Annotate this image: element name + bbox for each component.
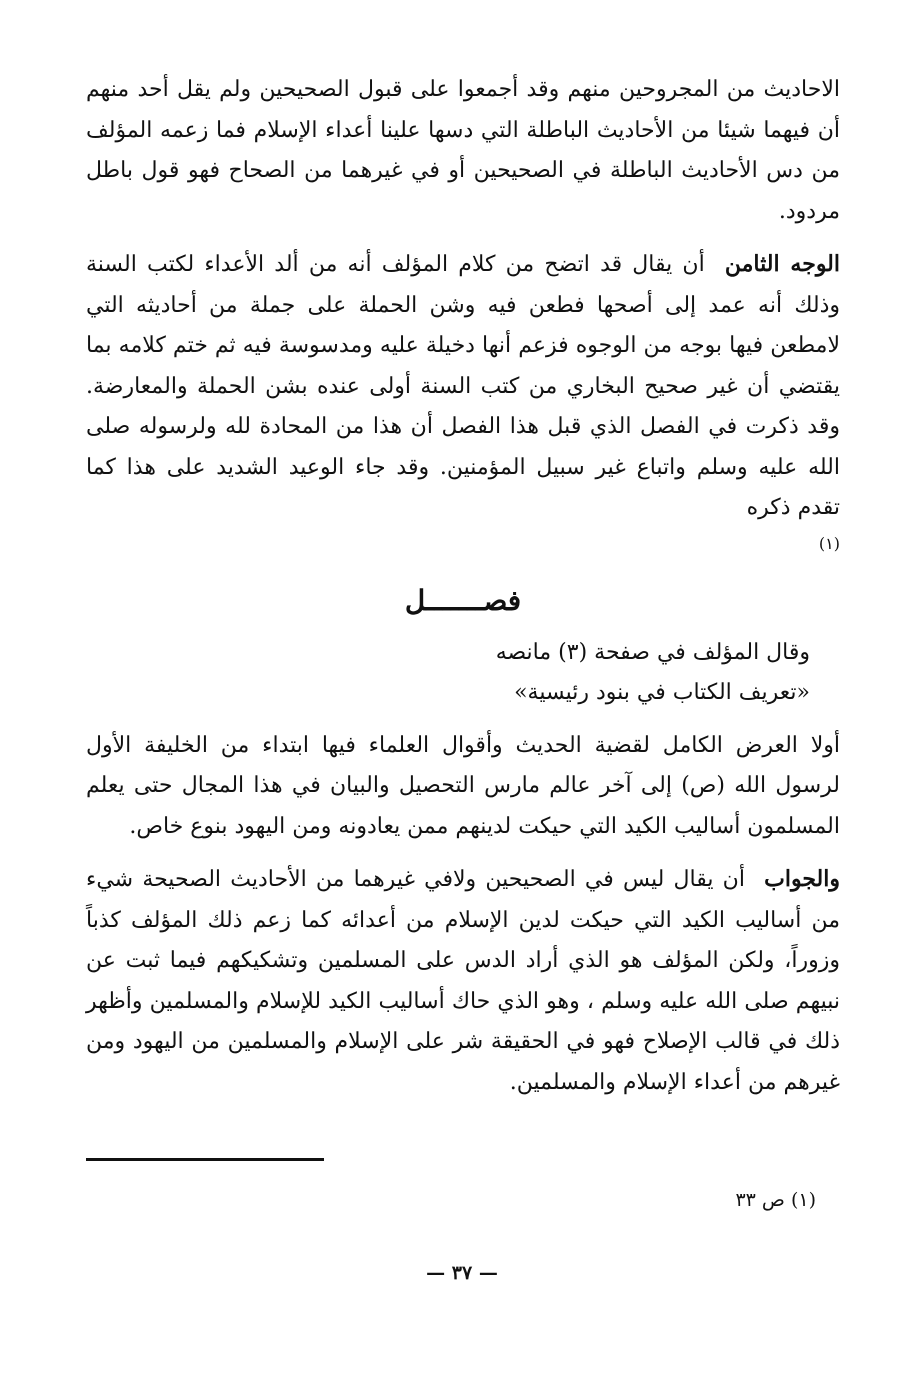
footnote-divider	[86, 1158, 324, 1161]
quote-intro: وقال المؤلف في صفحة (٣) مانصه	[495, 639, 810, 665]
paragraph-4	[86, 859, 840, 1103]
section-title: فصـــــــل	[404, 583, 522, 617]
paragraph-4-text: أن يقال ليس في الصحيحين ولافي غيرهما من الأحاديث الصحيحة شيء من أساليب الكيد التي حيكت لدين الإسلام من أعدائه كما زعم ذلك المؤلف كذباً وزوراً، ولكن المؤلف هو الذي أراد الدس على المسلمين وتشكيكهم فيما ثبت عن نبيهم صلى الله عليه وسلم ، وهو الذي حاك أساليب الكيد للإسلام والمسلمين وأظهر ذلك في قالب الإصلاح فهو في الحقيقة شر على الإسلام والمسلمين من اليهود ومن غيرهم من أعداء الإسلام والمسلمين.	[86, 867, 840, 1095]
footnote: (١) ص ٣٣	[735, 1189, 816, 1211]
page-number: — ٣٧ —	[426, 1262, 498, 1284]
paragraph-2-text: أن يقال قد اتضح من كلام المؤلف أنه من ألد الأعداء لكتب السنة وذلك أنه عمد إلى أصحها فطعن فيه وشن الحملة على جملة من أحاديثه التي لامطعن فيها بوجه من الوجوه فزعم أنها دخيلة عليه ومدسوسة فيه ثم ختم كلامه بما يقتضي أن غير صحيح البخاري من كتب السنة أولى عنده بشن الحملة والمعارضة. وقد ذكرت في الفصل الذي قبل هذا الفصل أن هذا من المحادة لله ولرسوله صلى الله عليه وسلم واتباع غير سبيل المؤمنين. وقد جاء الوعيد الشديد على هذا كما تقدم ذكره	[86, 252, 840, 520]
footnote-marker: (١)	[818, 533, 840, 553]
paragraph-4-heading: والجواب	[764, 866, 840, 892]
page-body	[86, 70, 840, 1103]
quote-heading: «تعريف الكتاب في بنود رئيسية»	[514, 680, 810, 705]
paragraph-2	[86, 244, 840, 529]
paragraph-3: أولا العرض الكامل لقضية الحديث وأقوال العلماء فيها ابتداء من الخليفة الأول لرسول الله (ص) إلى آخر عالم مارس التحصيل والبيان في هذا المجال حتى يعلم المسلمون أساليب الكيد التي حيكت لدينهم ممن يعادونه ومن اليهود بنوع خاص.	[86, 732, 840, 839]
paragraph-2-heading: الوجه الثامن	[724, 251, 840, 277]
paragraph-1: الاحاديث من المجروحين منهم وقد أجمعوا على قبول الصحيحين ولم يقل أحد منهم أن فيهما شيئا من الأحاديث الباطلة التي دسها علينا أعداء الإسلام فما زعمه المؤلف من دس الأحاديث الباطلة في الصحيحين أو في غيرهما من الصحاح فهو قول باطل مردود.	[86, 77, 840, 224]
